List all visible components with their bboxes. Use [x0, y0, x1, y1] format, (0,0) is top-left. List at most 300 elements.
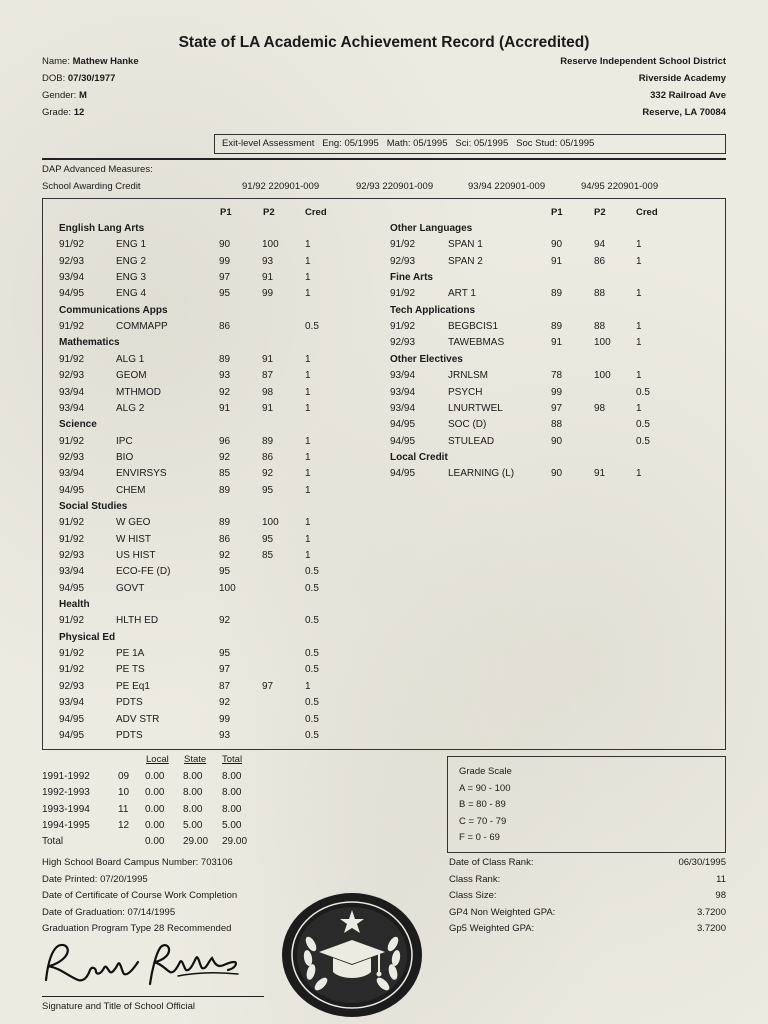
course-year: 93/94 [59, 468, 85, 479]
school-awarding-credit-label: School Awarding Credit [42, 181, 141, 192]
course-cred: 0.5 [636, 387, 650, 398]
school-city: Reserve, LA 70084 [642, 107, 726, 118]
course-cred: 1 [636, 256, 642, 267]
signature-caption: Signature and Title of School Official [42, 1001, 195, 1012]
totals-local: 0.00 [145, 771, 165, 782]
dob-label: DOB: [42, 73, 66, 84]
course-name: LEARNING (L) [448, 468, 515, 479]
course-cred: 1 [636, 321, 642, 332]
course-p2: 88 [594, 321, 606, 332]
course-p2: 87 [262, 370, 274, 381]
course-name: PE TS [116, 664, 145, 675]
totals-year: 1994-1995 [42, 820, 90, 831]
course-cred: 1 [305, 256, 311, 267]
course-year: 92/93 [59, 550, 85, 561]
student-dob: 07/30/1977 [67, 73, 116, 84]
totals-state: 5.00 [183, 820, 203, 831]
course-name: BIO [116, 452, 134, 463]
course-year: 91/92 [59, 615, 85, 626]
course-p1: 91 [551, 337, 563, 348]
course-p1: 100 [219, 583, 236, 594]
course-year: 93/94 [390, 403, 416, 414]
course-p1: 95 [219, 648, 231, 659]
grade-scale-item: B = 80 - 89 [459, 799, 506, 811]
course-row [390, 256, 690, 270]
section-header-label: Tech Applications [390, 305, 476, 316]
course-cred: 1 [636, 468, 642, 479]
course-cred: 1 [636, 337, 642, 348]
exit-level-assessment: Exit-level Assessment Eng: 05/1995 Math: 05/1995 Sci: 05/1995 Soc Stud: 05/1995 [222, 138, 595, 149]
course-name: PE 1A [116, 648, 145, 659]
course-row [59, 615, 359, 629]
student-name-row [42, 56, 139, 67]
course-name: SPAN 2 [448, 256, 483, 267]
section-header [390, 223, 690, 237]
totals-header-state: State [184, 754, 207, 765]
student-gender: M [78, 90, 87, 101]
course-name: GOVT [116, 583, 145, 594]
school-district: Reserve Independent School District [560, 56, 726, 67]
student-name: Mathew Hanke [72, 56, 139, 67]
course-cred: 1 [305, 485, 311, 496]
course-year: 94/95 [59, 288, 85, 299]
totals-grade: 11 [118, 804, 129, 815]
course-p1: 89 [219, 354, 231, 365]
name-label: Name: [42, 56, 70, 67]
course-p1: 89 [551, 288, 563, 299]
course-cred: 1 [305, 436, 311, 447]
course-name: CHEM [116, 485, 146, 496]
dap-code: 94/95 220901-009 [581, 181, 659, 192]
course-row [390, 288, 690, 302]
totals-local: 0.00 [145, 787, 165, 798]
totals-row [42, 836, 282, 850]
col-header-p1: P1 [551, 207, 563, 218]
course-p1: 97 [551, 403, 563, 414]
handwritten-signature [38, 932, 248, 992]
course-row [59, 714, 359, 728]
course-p1: 87 [219, 681, 231, 692]
course-name: IPC [116, 436, 133, 447]
course-cred: 1 [636, 370, 642, 381]
footer-right-value: 06/30/1995 [678, 857, 726, 868]
footer-right-label: Gp5 Weighted GPA: [449, 923, 535, 934]
section-header [390, 452, 690, 466]
course-cred: 1 [305, 403, 311, 414]
gender-label: Gender: [42, 90, 77, 101]
course-p1: 97 [219, 664, 231, 675]
course-p2: 100 [594, 370, 611, 381]
course-cred: 0.5 [305, 321, 319, 332]
section-header-label: Communications Apps [59, 305, 168, 316]
footer-left-line: Date of Graduation: 07/14/1995 [42, 906, 176, 918]
course-year: 91/92 [59, 436, 85, 447]
footer-right-label: Class Size: [449, 890, 497, 901]
course-name: ENG 1 [116, 239, 147, 250]
course-cred: 1 [305, 452, 311, 463]
course-cred: 1 [305, 354, 311, 365]
course-name: W GEO [116, 517, 151, 528]
dap-code: 93/94 220901-009 [468, 181, 546, 192]
dap-code: 92/93 220901-009 [356, 181, 434, 192]
section-header-label: Local Credit [390, 452, 448, 463]
course-year: 93/94 [59, 387, 85, 398]
totals-grade: 12 [118, 820, 130, 831]
course-year: 92/93 [59, 370, 85, 381]
course-year: 94/95 [59, 583, 85, 594]
section-header-label: English Lang Arts [59, 223, 145, 234]
totals-total: 8.00 [222, 771, 242, 782]
course-name: PE Eq1 [116, 681, 150, 692]
totals-total: 8.00 [222, 787, 242, 798]
course-p1: 91 [219, 403, 231, 414]
course-p1: 92 [219, 615, 231, 626]
course-name: COMMAPP [116, 321, 168, 332]
course-row [59, 321, 359, 335]
course-row [390, 321, 690, 335]
course-row [390, 419, 690, 433]
course-row [390, 370, 690, 384]
totals-grade: 10 [118, 787, 130, 798]
section-header [59, 337, 359, 351]
footer-left-line: High School Board Campus Number: 703106 [42, 857, 233, 868]
course-year: 91/92 [390, 239, 416, 250]
course-row [59, 517, 359, 531]
totals-year: 1993-1994 [42, 804, 90, 815]
course-p2: 100 [594, 337, 611, 348]
course-p2: 89 [262, 436, 274, 447]
course-year: 91/92 [390, 321, 416, 332]
footer-right-label: Class Rank: [449, 873, 501, 885]
section-header [59, 223, 359, 237]
course-name: LNURTWEL [448, 403, 503, 414]
course-name: JRNLSM [448, 370, 489, 381]
course-row [59, 664, 359, 678]
course-name: ENVIRSYS [116, 468, 167, 479]
course-name: ENG 2 [116, 256, 147, 267]
grade-scale-item: F = 0 - 69 [459, 831, 500, 843]
course-p1: 95 [219, 566, 231, 577]
course-name: ALG 2 [116, 403, 145, 414]
totals-local: 0.00 [145, 836, 165, 847]
course-cred: 1 [636, 403, 642, 414]
course-row [59, 566, 359, 580]
course-p1: 99 [551, 387, 563, 398]
course-year: 91/92 [59, 648, 85, 659]
course-name: ADV STR [116, 714, 160, 725]
course-p1: 95 [219, 288, 231, 299]
course-cred: 0.5 [305, 648, 319, 659]
course-p2: 94 [594, 239, 606, 250]
course-name: ENG 4 [116, 288, 147, 299]
course-cred: 1 [305, 387, 311, 398]
course-cred: 1 [305, 272, 311, 283]
course-p1: 96 [219, 436, 231, 447]
course-p1: 90 [551, 436, 563, 447]
course-p2: 86 [594, 256, 606, 267]
course-year: 91/92 [59, 354, 85, 365]
section-header-label: Health [59, 599, 90, 610]
course-cred: 1 [636, 288, 642, 299]
course-row [59, 256, 359, 270]
page-title: State of LA Academic Achievement Record (Accredited) [178, 34, 590, 51]
course-p1: 86 [219, 321, 231, 332]
course-p1: 78 [551, 370, 563, 381]
course-p2: 85 [262, 550, 274, 561]
course-row [59, 468, 359, 482]
course-row [390, 239, 690, 253]
course-year: 93/94 [59, 697, 85, 708]
course-p1: 89 [219, 485, 231, 496]
section-header-label: Social Studies [59, 501, 128, 512]
section-header-label: Other Electives [390, 354, 463, 365]
student-dob-row [42, 73, 115, 84]
course-p2: 98 [594, 403, 606, 414]
course-p2: 95 [262, 534, 274, 545]
totals-header-local: Local [146, 754, 169, 765]
course-row [59, 583, 359, 597]
course-p1: 85 [219, 468, 231, 479]
totals-state: 8.00 [183, 804, 203, 815]
course-p1: 93 [219, 370, 231, 381]
section-header-label: Physical Ed [59, 632, 116, 643]
course-year: 91/92 [59, 517, 85, 528]
course-row [59, 681, 359, 695]
col-header-p2: P2 [263, 207, 275, 218]
footer-right-value: 98 [715, 890, 726, 901]
course-p1: 86 [219, 534, 231, 545]
course-name: MTHMOD [116, 387, 161, 398]
course-cred: 0.5 [305, 714, 319, 725]
dap-code: 91/92 220901-009 [242, 181, 320, 192]
section-header [390, 272, 690, 286]
course-row [59, 452, 359, 466]
course-year: 92/93 [390, 256, 416, 267]
totals-local: 0.00 [145, 820, 165, 831]
totals-grade: 09 [118, 771, 130, 782]
section-header [59, 419, 359, 433]
section-header [390, 354, 690, 368]
totals-header-total: Total [222, 754, 243, 765]
totals-year: 1992-1993 [42, 787, 90, 798]
course-row [390, 387, 690, 401]
course-row [59, 272, 359, 286]
course-row [59, 387, 359, 401]
course-name: TAWEBMAS [448, 337, 505, 348]
student-gender-row [42, 90, 87, 101]
totals-year: Total [42, 836, 64, 847]
course-cred: 1 [305, 681, 311, 692]
course-cred: 1 [305, 468, 311, 479]
totals-total: 29.00 [222, 836, 248, 847]
course-year: 91/92 [59, 239, 85, 250]
totals-total: 8.00 [222, 804, 242, 815]
totals-row [42, 804, 282, 818]
course-name: BEGBCIS1 [448, 321, 499, 332]
student-grade: 12 [73, 107, 85, 118]
course-p1: 97 [219, 272, 231, 283]
course-name: PDTS [116, 697, 143, 708]
course-year: 94/95 [59, 485, 85, 496]
course-p1: 92 [219, 452, 231, 463]
course-cred: 1 [305, 239, 311, 250]
course-cred: 1 [636, 239, 642, 250]
totals-row [42, 820, 282, 834]
footer-right-label: Date of Class Rank: [449, 857, 534, 868]
section-header-label: Fine Arts [390, 272, 433, 283]
course-p1: 89 [219, 517, 231, 528]
totals-state: 29.00 [183, 836, 209, 847]
course-name: PSYCH [448, 387, 483, 398]
course-p2: 91 [262, 403, 274, 414]
course-row [59, 697, 359, 711]
course-p2: 100 [262, 517, 279, 528]
school-name: Riverside Academy [638, 73, 726, 84]
totals-state: 8.00 [183, 771, 203, 782]
course-cred: 0.5 [636, 419, 650, 430]
course-p2: 98 [262, 387, 274, 398]
grade-scale-item: C = 70 - 79 [459, 815, 507, 827]
course-year: 92/93 [59, 681, 85, 692]
grade-scale-item: A = 90 - 100 [459, 783, 511, 794]
course-name: PDTS [116, 730, 143, 741]
course-row [59, 354, 359, 368]
course-name: ECO-FE (D) [116, 566, 171, 577]
course-row [390, 436, 690, 450]
course-p1: 91 [551, 256, 563, 267]
course-name: US HIST [116, 550, 156, 561]
school-seal-icon [281, 892, 423, 1018]
course-row [59, 288, 359, 302]
signature-line [42, 996, 264, 997]
course-cred: 0.5 [305, 615, 319, 626]
course-p2: 91 [262, 354, 274, 365]
totals-total: 5.00 [222, 820, 242, 831]
course-p2: 95 [262, 485, 274, 496]
course-p2: 93 [262, 256, 274, 267]
course-cred: 0.5 [305, 664, 319, 675]
course-row [59, 534, 359, 548]
section-header-label: Mathematics [59, 337, 120, 348]
course-year: 91/92 [59, 321, 85, 332]
course-p2: 92 [262, 468, 274, 479]
course-row [59, 648, 359, 662]
footer-right-value: 3.7200 [696, 923, 726, 934]
totals-year: 1991-1992 [42, 771, 90, 782]
course-year: 94/95 [59, 730, 85, 741]
course-year: 93/94 [59, 272, 85, 283]
course-cred: 0.5 [305, 730, 319, 741]
course-p2: 91 [594, 468, 606, 479]
totals-state: 8.00 [183, 787, 203, 798]
course-p1: 99 [219, 256, 231, 267]
course-year: 93/94 [59, 403, 85, 414]
footer-left-line: Date Printed: 07/20/1995 [42, 873, 148, 885]
course-cred: 0.5 [305, 566, 319, 577]
footer-left-line: Date of Certificate of Course Work Completion [42, 890, 238, 901]
course-name: ENG 3 [116, 272, 147, 283]
course-p2: 100 [262, 239, 279, 250]
col-header-cred: Cred [305, 207, 327, 218]
section-header-label: Other Languages [390, 223, 473, 234]
section-header [59, 599, 359, 613]
course-year: 92/93 [390, 337, 416, 348]
course-p1: 92 [219, 550, 231, 561]
section-header [390, 305, 690, 319]
course-year: 91/92 [59, 664, 85, 675]
section-header [59, 632, 359, 646]
course-name: ALG 1 [116, 354, 145, 365]
course-year: 93/94 [390, 370, 416, 381]
course-cred: 0.5 [305, 583, 319, 594]
course-name: SPAN 1 [448, 239, 483, 250]
course-p1: 92 [219, 697, 231, 708]
totals-row [42, 787, 282, 801]
course-p1: 88 [551, 419, 563, 430]
course-year: 94/95 [390, 419, 416, 430]
course-year: 91/92 [59, 534, 85, 545]
dap-label: DAP Advanced Measures: [42, 164, 153, 175]
course-cred: 1 [305, 370, 311, 381]
course-p2: 97 [262, 681, 274, 692]
course-p1: 90 [219, 239, 231, 250]
course-row [390, 403, 690, 417]
grade-label: Grade: [42, 107, 72, 118]
course-p1: 92 [219, 387, 231, 398]
course-cred: 1 [305, 517, 311, 528]
footer-right-value: 11 [716, 873, 726, 885]
totals-row [42, 771, 282, 785]
course-row [390, 468, 690, 482]
course-row [390, 337, 690, 351]
course-row [59, 403, 359, 417]
section-header-label: Science [59, 419, 97, 430]
course-name: HLTH ED [116, 615, 159, 626]
course-name: STULEAD [448, 436, 495, 447]
course-cred: 1 [305, 288, 311, 299]
course-row [59, 730, 359, 744]
course-row [59, 550, 359, 564]
course-p2: 91 [262, 272, 274, 283]
course-p1: 99 [219, 714, 231, 725]
section-header [59, 305, 359, 319]
col-header-p2: P2 [594, 207, 606, 218]
divider [42, 158, 726, 160]
footer-left-line: Graduation Program Type 28 Recommended [42, 923, 232, 934]
course-name: GEOM [116, 370, 147, 381]
course-name: ART 1 [448, 288, 476, 299]
course-p1: 89 [551, 321, 563, 332]
course-name: W HIST [116, 534, 151, 545]
course-year: 93/94 [59, 566, 85, 577]
grade-scale-title: Grade Scale [459, 766, 512, 777]
course-year: 94/95 [59, 714, 85, 725]
col-header-cred: Cred [636, 207, 658, 218]
course-p1: 90 [551, 468, 563, 479]
col-header-p1: P1 [220, 207, 232, 218]
school-address: 332 Railroad Ave [650, 90, 726, 101]
course-row [59, 239, 359, 253]
student-grade-row [42, 107, 84, 118]
course-row [59, 370, 359, 384]
course-p1: 90 [551, 239, 563, 250]
course-p2: 99 [262, 288, 274, 299]
course-name: SOC (D) [448, 419, 487, 430]
course-cred: 0.5 [636, 436, 650, 447]
course-year: 91/92 [390, 288, 416, 299]
footer-right-value: 3.7200 [696, 906, 726, 918]
course-cred: 0.5 [305, 697, 319, 708]
